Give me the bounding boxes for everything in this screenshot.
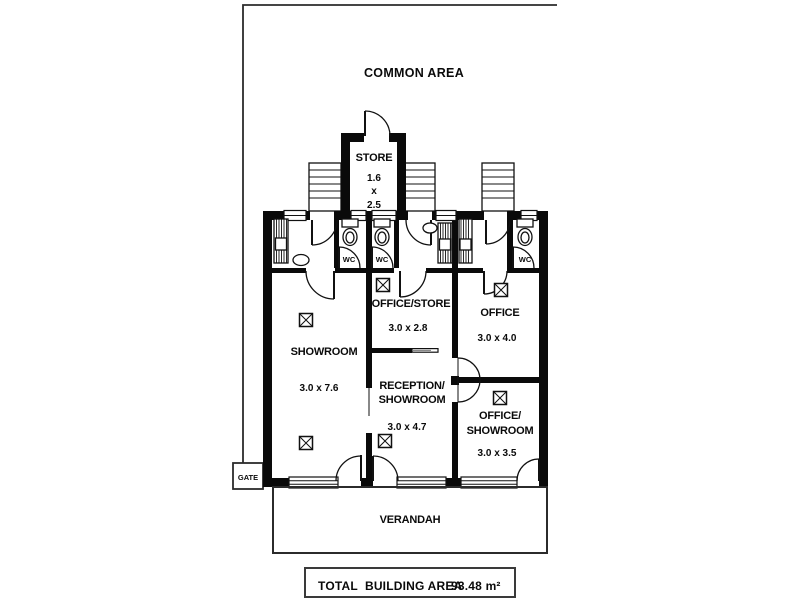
office-dims: 3.0 x 4.0: [477, 333, 517, 344]
column-marker-icon: [300, 314, 313, 327]
showroom-label: SHOWROOM: [290, 346, 358, 358]
wc-label-left: WC: [342, 255, 356, 264]
column-marker-icon: [300, 437, 313, 450]
gate-label: GATE: [237, 473, 259, 482]
stairs-middle-icon: [405, 163, 435, 211]
hall-doors: [306, 271, 507, 299]
shower-icon-left: [274, 219, 288, 263]
stairs-left-icon: [309, 163, 341, 211]
store-dim-height: 2.5: [367, 200, 381, 211]
stairs-right-icon: [482, 163, 514, 211]
basin-icon-left: [293, 255, 309, 266]
wc-label-right: WC: [518, 255, 532, 264]
top-windows: [284, 211, 537, 221]
shower-icon-middle: [438, 223, 452, 263]
toilet-icon-right: [517, 219, 533, 246]
store-door-arc: [365, 111, 390, 136]
store-dim-sep: x: [371, 186, 377, 197]
reception-dims: 3.0 x 4.7: [387, 422, 427, 433]
wc-label-middle: WC: [375, 255, 389, 264]
verandah-label: VERANDAH: [379, 514, 441, 526]
reception-label-line1: RECEPTION/: [379, 380, 445, 392]
column-marker-icon: [494, 392, 507, 405]
office-label: OFFICE: [480, 307, 520, 319]
office-showroom-label-line2: SHOWROOM: [466, 425, 534, 437]
office-showroom-label-line1: OFFICE/: [479, 410, 521, 422]
column-marker-icon: [495, 284, 508, 297]
column-marker-icon: [377, 279, 390, 292]
total-area-value: 93.48 m²: [451, 579, 501, 593]
toilet-icon-left: [342, 219, 358, 246]
reception-label-line2: SHOWROOM: [378, 394, 446, 406]
sliding-door: [412, 349, 438, 353]
office-store-dims: 3.0 x 2.8: [388, 323, 428, 334]
toilet-icon-middle: [374, 219, 390, 246]
total-area-label: TOTAL BUILDING AREA: [318, 579, 463, 593]
common-area-label: COMMON AREA: [363, 66, 465, 80]
office-store-label: OFFICE/STORE: [371, 298, 451, 310]
basin-icon-middle: [423, 223, 437, 233]
shower-icon-right: [459, 219, 472, 263]
column-marker-icon: [379, 435, 392, 448]
store-dim-width: 1.6: [367, 173, 381, 184]
store-label: STORE: [355, 152, 393, 164]
office-showroom-dims: 3.0 x 3.5: [477, 448, 517, 459]
showroom-dims: 3.0 x 7.6: [299, 383, 339, 394]
